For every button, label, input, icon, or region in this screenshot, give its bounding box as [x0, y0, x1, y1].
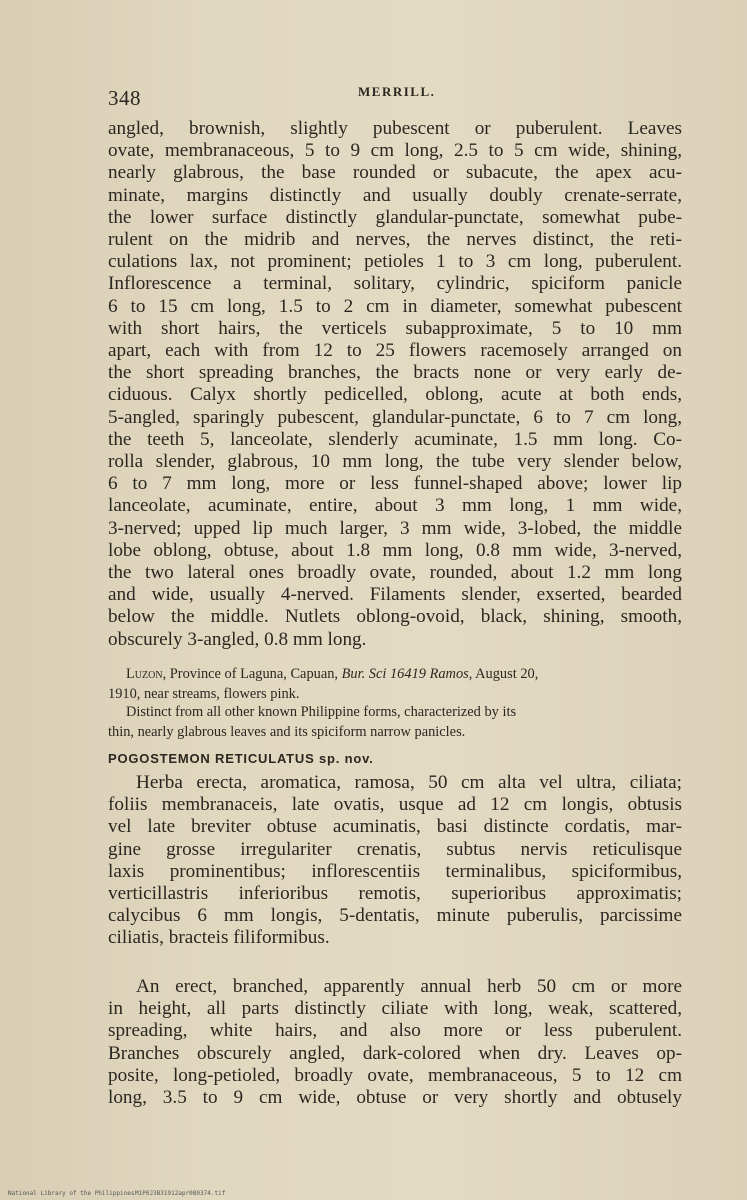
text-line: with short hairs, the verticels subapproximate, 5 to 10 mm — [108, 317, 682, 339]
specimen-line — [108, 664, 682, 684]
text-line: rulent on the midrib and nerves, the nerves distinct, the reti- — [108, 229, 682, 251]
text-line: minate, margins distinctly and usually doubly crenate-serrate, — [108, 184, 682, 206]
text-line: lobe oblong, obtuse, about 1.8 mm long, 0.8 mm wide, 3-nerved, — [108, 539, 682, 561]
text-line: An erect, branched, apparently annual herb 50 cm or more — [136, 976, 682, 997]
collection-date: , August 20, — [468, 666, 539, 682]
description-paragraph — [108, 118, 682, 651]
text-line: Inflorescence a terminal, solitary, cylindric, spiciform panicle — [108, 273, 682, 295]
locality-label: Luzon — [126, 666, 163, 682]
text-line: spreading, white hairs, and also more or less puberulent. — [108, 1020, 682, 1042]
latin-description — [108, 772, 682, 950]
footer-filename: M1P0J3B31912apr080374.tif — [135, 1190, 226, 1197]
text-line: verticillastris inferioribus remotis, superioribus approximatis; — [108, 883, 682, 905]
text-line: 6 to 7 mm long, more or less funnel-shaped above; lower lip — [108, 473, 682, 495]
text-line: below the middle. Nutlets oblong-ovoid, black, shining, smooth, — [108, 606, 682, 628]
footer-library: National Library of the Philippines — [8, 1190, 135, 1197]
text-line: ovate, membranaceous, 5 to 9 cm long, 2.5 to 5 cm wide, shining, — [108, 140, 682, 162]
text-line: the lower surface distinctly glandular-punctate, somewhat pube- — [108, 206, 682, 228]
text-line: Herba erecta, aromatica, ramosa, 50 cm alta vel ultra, ciliata; — [136, 772, 682, 793]
locality-text: , Province of Laguna, Capuan, — [162, 666, 342, 682]
text-line: obscurely 3-angled, 0.8 mm long. — [108, 628, 367, 650]
distinction-note — [108, 702, 682, 742]
text-line: angled, brownish, slightly pubescent or puberulent. Leaves — [108, 118, 682, 139]
text-line: laxis prominentibus; inflorescentiis terminalibus, spiciformibus, — [108, 860, 682, 882]
text-line: gine grosse irregulariter crenatis, subtus nervis reticulisque — [108, 838, 682, 860]
note-line: thin, nearly glabrous leaves and its spiciform narrow panicles. — [108, 724, 466, 740]
text-line: 6 to 15 cm long, 1.5 to 2 cm in diameter, somewhat pubescent — [108, 295, 682, 317]
text-line: culations lax, not prominent; petioles 1 to 3 cm long, puberulent. — [108, 251, 682, 273]
text-line: lanceolate, acuminate, entire, about 3 mm long, 1 mm wide, — [108, 495, 682, 517]
text-line: 3-nerved; upped lip much larger, 3 mm wide, 3-lobed, the middle — [108, 517, 682, 539]
text-line: long, 3.5 to 9 cm wide, obtuse or very shortly and obtusely — [108, 1087, 682, 1109]
english-description — [108, 976, 682, 1109]
text-line: the two lateral ones broadly ovate, rounded, about 1.2 mm long — [108, 562, 682, 584]
specimen-citation — [108, 664, 682, 704]
text-line: in height, all parts distinctly ciliate with long, weak, scattered, — [108, 998, 682, 1020]
page-number: 348 — [108, 86, 141, 110]
collection-number: Bur. Sci 16419 Ramos — [341, 666, 469, 682]
page-header — [108, 82, 678, 112]
scan-footer — [0, 1188, 747, 1200]
text-line: posite, long-petioled, broadly ovate, membranaceous, 5 to 12 cm — [108, 1064, 682, 1086]
text-line: ciduous. Calyx shortly pedicelled, oblong, acute at both ends, — [108, 384, 682, 406]
text-line: Branches obscurely angled, dark-colored when dry. Leaves op- — [108, 1042, 682, 1064]
text-line: vel late breviter obtuse acuminatis, basi distincte cordatis, mar- — [108, 816, 682, 838]
text-line: calycibus 6 mm longis, 5-dentatis, minute puberulis, parcissime — [108, 905, 682, 927]
text-line: rolla slender, glabrous, 10 mm long, the tube very slender below, — [108, 451, 682, 473]
text-line: foliis membranaceis, late ovatis, usque ad 12 cm longis, obtusis — [108, 794, 682, 816]
text-line: and wide, usually 4-nerved. Filaments slender, exserted, bearded — [108, 584, 682, 606]
note-line: Distinct from all other known Philippine forms, characterized by its — [126, 704, 517, 720]
text-line: ciliatis, bracteis filiformibus. — [108, 927, 330, 949]
text-line: the teeth 5, lanceolate, slenderly acuminate, 1.5 mm long. Co- — [108, 428, 682, 450]
running-head: MERRILL. — [358, 84, 436, 99]
text-line: the short spreading branches, the bracts none or very early de- — [108, 362, 682, 384]
species-heading: POGOSTEMON RETICULATUS sp. nov. — [108, 751, 374, 766]
specimen-line-2: 1910, near streams, flowers pink. — [108, 686, 300, 702]
text-line: apart, each with from 12 to 25 flowers racemosely arranged on — [108, 340, 682, 362]
text-line: nearly glabrous, the base rounded or subacute, the apex acu- — [108, 162, 682, 184]
text-line: 5-angled, sparingly pubescent, glandular-punctate, 6 to 7 cm long, — [108, 406, 682, 428]
